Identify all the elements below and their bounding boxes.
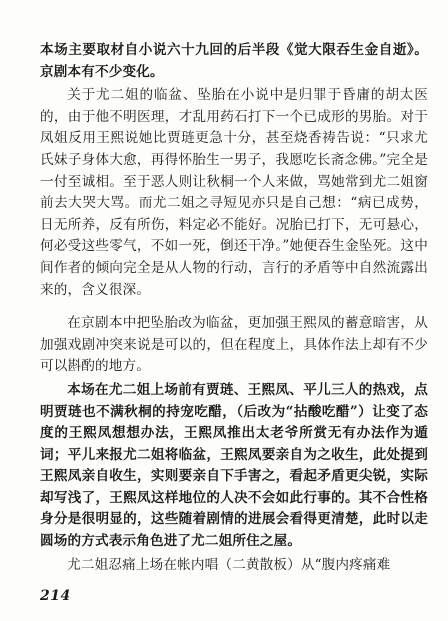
paragraph-4: 本场在尤二姐上场前有贾琏、王熙凤、平儿三人的热戏，点明贾琏也不满秋桐的持宠吃醋，（后改为“拈酸吃醋”）让变了态度的王熙凤想想办法，王熙凤推出太老爷所赏无有办法作为遁词；平儿来报尤二姐将临盆，王熙凤要亲自为之收生，此处提到王熙凤亲自收生，实则要亲自下手害之，看起矛盾更尖锐，实际却写浅了，王熙凤这样地位的人决不会如此行事的。其不合性格身分是很明显的，这些随着剧情的进展会看得更清楚，此时以走圆场的方式表示角色进了尤二姐所住之屋。 [40, 381, 428, 550]
paragraph-5: 尤二姐忍痛上场在帐内唱（二黄散板）从“腹内疼痛难 [67, 556, 391, 573]
page-number: 214 [40, 588, 71, 604]
body-text [40, 40, 428, 576]
paragraph-3: 在京剧本中把坠胎改为临盆，更加强王熙凤的蓄意暗害，从加强戏剧冲突来说是可以的，但在程度上，具体作法上却有不少可以斟酌的地方。 [40, 315, 428, 375]
paragraph-1: 本场主要取材自小说六十九回的后半段《觉大限吞生金自逝》。京剧本有不少变化。 [40, 42, 428, 80]
paragraph-2: 关于尤二姐的临盆、坠胎在小说中是归罪于昏庸的胡太医的，由于他不明医理，才乱用药石打下一个已成形的男胎。对于凤姐反用王熙说她比贾琏更急十分，甚至烧香祷告说：“只求尤氏妹子身体大愈，再得怀胎生一男子，我愿吃长斋念佛。”完全是一付至诚相。至于恶人则让秋桐一个人来做，骂她常到尤二姐窗前去大哭大骂。而尤二姐之寻短见亦只是自己想：“病已成势，日无所养，反有所伤，料定必不能好。况胎已打下，无可悬心，何必受这些零气，不如一死，倒还干净。”她便吞生金坠死。这中间作者的倾向完全是从人物的行动，言行的矛盾等中自然流露出来的，含义很深。 [40, 87, 428, 298]
